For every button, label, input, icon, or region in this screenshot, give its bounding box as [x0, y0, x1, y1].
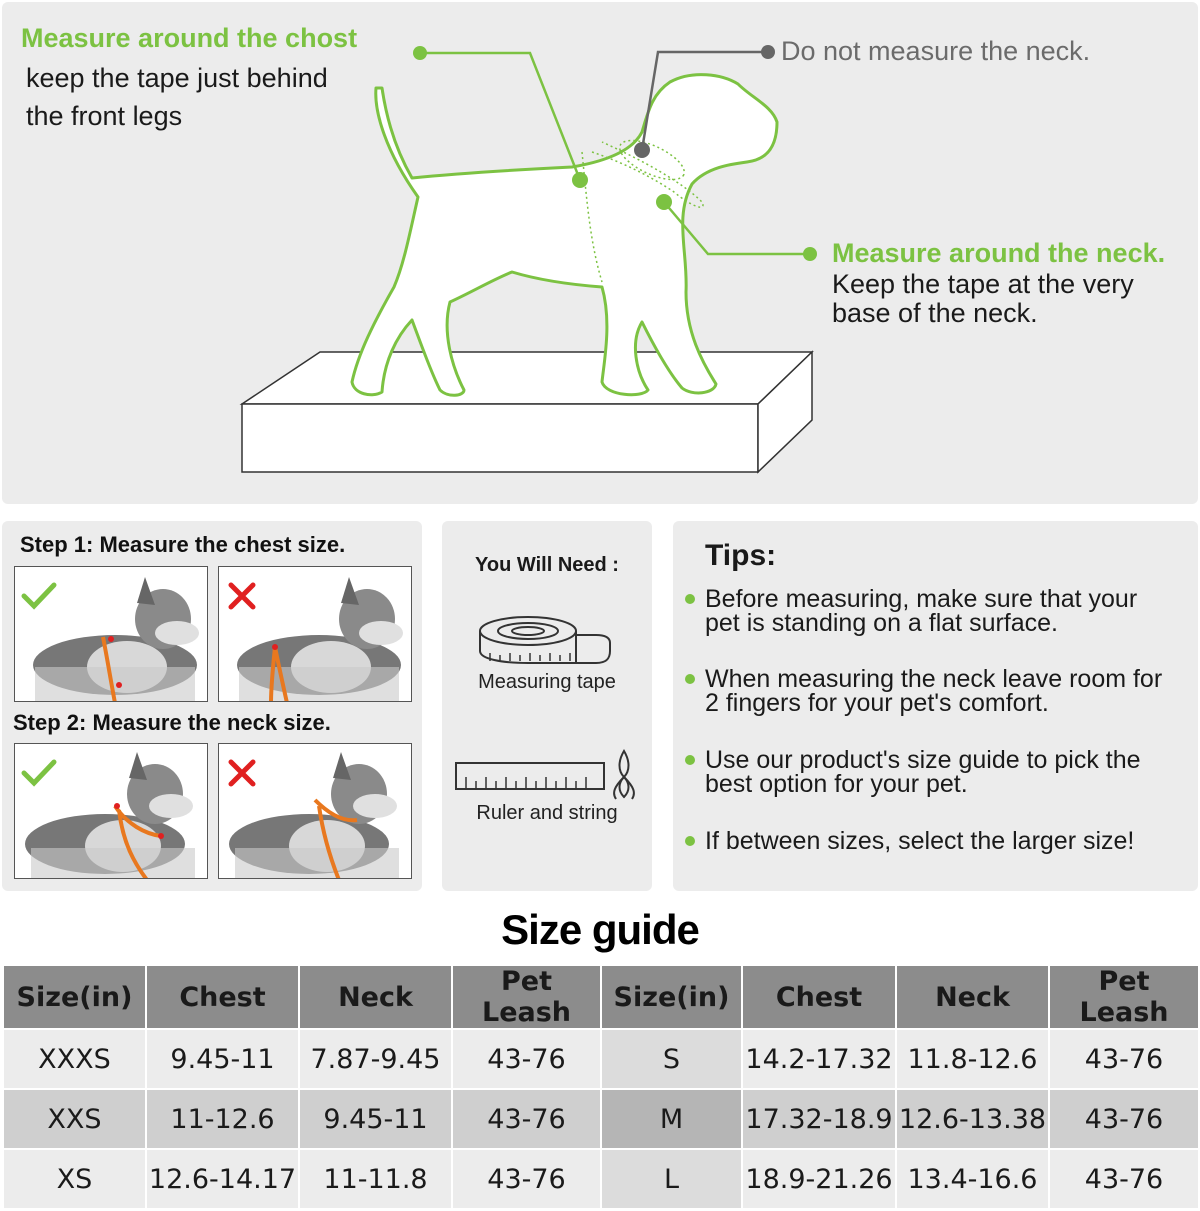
bullet-dot-icon	[685, 594, 695, 604]
table-header-row	[3, 965, 1199, 1029]
tip-item	[685, 667, 1185, 715]
tip-line: Before measuring, make sure that your	[705, 585, 1138, 613]
table-cell: 18.9-21.26	[742, 1149, 896, 1209]
table-cell: 43-76	[1049, 1149, 1199, 1209]
tips-panel	[673, 521, 1198, 891]
table-cell: 7.87-9.45	[299, 1029, 452, 1089]
table-cell: M	[601, 1089, 742, 1149]
neck-instruction-line1: Keep the tape at the very	[832, 269, 1134, 299]
tip-line: best option for your pet.	[705, 770, 968, 798]
table-cell: 14.2-17.32	[742, 1029, 896, 1089]
table-cell: 43-76	[1049, 1029, 1199, 1089]
table-cell: 11.8-12.6	[896, 1029, 1049, 1089]
tip-item	[685, 748, 1185, 796]
chest-title: Measure around the chost	[21, 23, 358, 53]
bullet-dot-icon	[685, 755, 695, 765]
neck-title: Measure around the neck.	[832, 238, 1166, 268]
step2-title: Step 2: Measure the neck size.	[13, 710, 331, 735]
tip-line: If between sizes, select the larger size!	[705, 827, 1135, 855]
table-cell: L	[601, 1149, 742, 1209]
table-cell: 12.6-13.38	[896, 1089, 1049, 1149]
table-row	[3, 1149, 1199, 1209]
tip-line: pet is standing on a flat surface.	[705, 609, 1058, 637]
cross-icon	[227, 758, 257, 788]
neck-instruction-line2: base of the neck.	[832, 298, 1038, 328]
tip-line: Use our product's size guide to pick the	[705, 746, 1141, 774]
tip-item	[685, 829, 1185, 853]
tip-line: 2 fingers for your pet's comfort.	[705, 689, 1049, 717]
table-cell: 9.45-11	[146, 1029, 299, 1089]
header-chest: Chest	[742, 965, 896, 1029]
table-cell: 43-76	[452, 1029, 601, 1089]
steps-panel	[2, 521, 422, 891]
table-cell: XXXS	[3, 1029, 146, 1089]
ruler-and-string-label: Ruler and string	[476, 802, 618, 824]
table-cell: XXS	[3, 1089, 146, 1149]
table-cell: 17.32-18.9	[742, 1089, 896, 1149]
header-neck: Neck	[896, 965, 1049, 1029]
table-cell: 13.4-16.6	[896, 1149, 1049, 1209]
header-chest: Chest	[146, 965, 299, 1029]
table-cell: 43-76	[452, 1089, 601, 1149]
tip-line: When measuring the neck leave room for	[705, 665, 1163, 693]
check-icon	[21, 581, 57, 611]
header-size: Size(in)	[601, 965, 742, 1029]
check-icon	[21, 758, 57, 788]
ruler-and-string-icon	[454, 747, 642, 801]
bullet-dot-icon	[685, 836, 695, 846]
platform-block	[242, 352, 812, 472]
chest-instruction-line2: the front legs	[26, 101, 183, 131]
header-neck: Neck	[299, 965, 452, 1029]
table-cell: 11-12.6	[146, 1089, 299, 1149]
table-cell: 12.6-14.17	[146, 1149, 299, 1209]
neck-leader-line	[664, 202, 810, 254]
step2-wrong-photo	[218, 743, 412, 879]
table-cell: 43-76	[452, 1149, 601, 1209]
you-will-need-panel	[442, 521, 652, 891]
header-size: Size(in)	[3, 965, 146, 1029]
size-guide-title: Size guide	[501, 906, 699, 953]
you-will-need-title: You Will Need :	[475, 554, 619, 576]
table-row	[3, 1089, 1199, 1149]
header-pet-leash: Pet Leash	[1049, 965, 1199, 1029]
chest-leader-line	[420, 53, 580, 180]
tip-item	[685, 587, 1185, 635]
table-cell: 43-76	[1049, 1089, 1199, 1149]
step1-title: Step 1: Measure the chest size.	[20, 532, 346, 557]
header-pet-leash: Pet Leash	[452, 965, 601, 1029]
step1-correct-photo	[14, 566, 208, 702]
tips-title: Tips:	[705, 539, 777, 572]
size-guide-table	[2, 964, 1200, 1210]
step2-correct-photo	[14, 743, 208, 879]
bullet-dot-icon	[685, 674, 695, 684]
measurement-diagram	[2, 2, 1198, 504]
cross-icon	[227, 581, 257, 611]
table-cell: XS	[3, 1149, 146, 1209]
measuring-tape-label: Measuring tape	[478, 671, 616, 693]
table-cell: 11-11.8	[299, 1149, 452, 1209]
measuring-tape-icon	[476, 613, 616, 669]
step1-wrong-photo	[218, 566, 412, 702]
table-cell: 9.45-11	[299, 1089, 452, 1149]
no-neck-text: Do not measure the neck.	[781, 36, 1091, 66]
dog-silhouette	[352, 75, 777, 396]
chest-instruction-line1: keep the tape just behind	[26, 63, 328, 93]
table-row	[3, 1029, 1199, 1089]
table-cell: S	[601, 1029, 742, 1089]
